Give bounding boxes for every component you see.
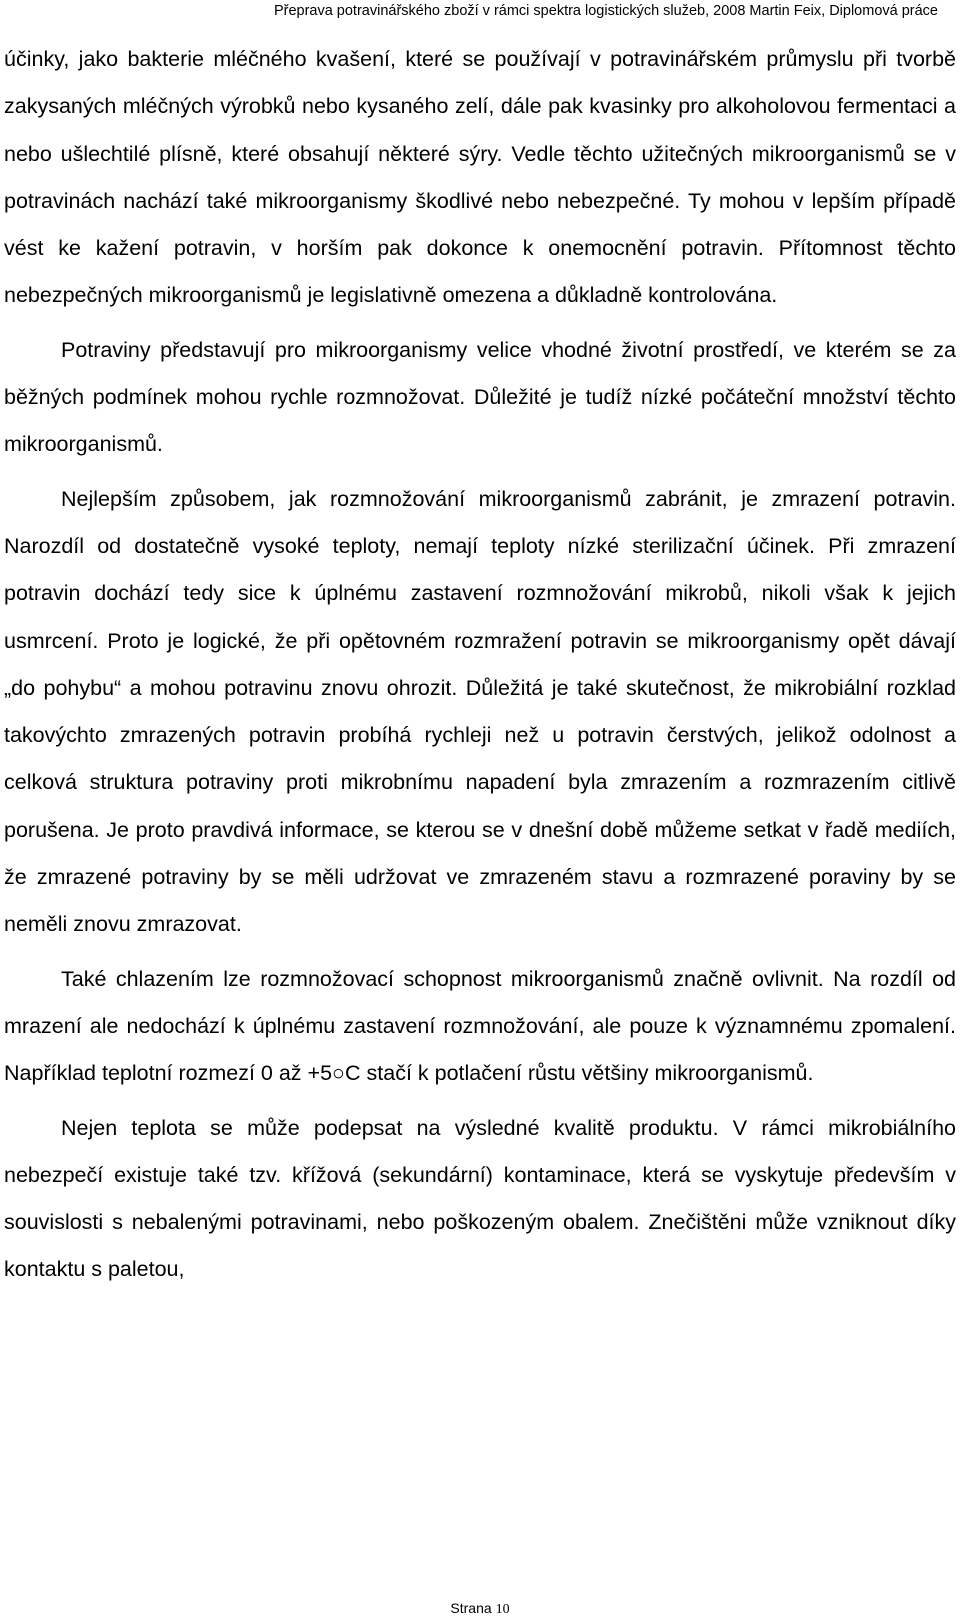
paragraph-4: Také chlazením lze rozmnožovací schopnost mikroorganismů značně ovlivnit. Na rozdíl od mrazení ale nedochází k úplnému zastavení rozmnožování, ale pouze k významnému zpomalení. Například teplotní rozmezí 0 až +5○C stačí k potlačení růstu většiny mikroorganismů. <box>4 966 956 1086</box>
page-number-value: 10 <box>495 1602 510 1617</box>
paragraph-5: Nejen teplota se může podepsat na výsledné kvalitě produktu. V rámci mikrobiálního nebezpečí existuje také tzv. křížová (sekundární) kontaminace, která se vyskytuje především v souvislosti s nebalenými potravinami, nebo poškozeným obalem. Znečištěni může vzniknout díky kontaktu s paletou, <box>4 1115 956 1282</box>
running-header: Přeprava potravinářského zboží v rámci spektra logistických služeb, 2008 Martin Feix, Diplomová práce <box>273 3 938 19</box>
paragraph-2: Potraviny představují pro mikroorganismy velice vhodné životní prostředí, ve kterém se za běžných podmínek mohou rychle rozmnožovat. Důležité je tudíž nízké počáteční množství těchto mikroorganismů. <box>4 337 956 457</box>
body-text <box>4 36 956 1294</box>
paragraph-3: Nejlepším způsobem, jak rozmnožování mikroorganismů zabránit, je zmrazení potravin. Narozdíl od dostatečně vysoké teploty, nemají teploty nízké sterilizační účinek. Při zmrazení potravin dochází tedy sice k úplnému zastavení rozmnožování mikrobů, nikoli však k jejich usmrcení. Proto je logické, že při opětovném rozmražení potravin se mikroorganismy opět dávají „do pohybu“ a mohou potravinu znovu ohrozit. Důležitá je také skutečnost, že mikrobiální rozklad takovýchto zmrazených potravin probíhá rychleji než u potravin čerstvých, jelikož odolnost a celková struktura potraviny proti mikrobnímu napadení byla zmrazením a rozmrazením citlivě porušena. Je proto pravdivá informace, se kterou se v dnešní době můžeme setkat v řadě mediích, že zmrazené potraviny by se měli udržovat ve zmrazeném stavu a rozmrazené poraviny by se neměli znovu zmrazovat. <box>4 486 956 937</box>
page-number-label: Strana <box>450 1600 492 1616</box>
page-number <box>0 1599 960 1619</box>
paragraph-1: účinky, jako bakterie mléčného kvašení, které se používají v potravinářském průmyslu při tvorbě zakysaných mléčných výrobků nebo kysaného zelí, dále pak kvasinky pro alkoholovou fermentaci a nebo ušlechtilé plísně, které obsahují některé sýry. Vedle těchto užitečných mikroorganismů se v potravinách nachází také mikroorganismy škodlivé nebo nebezpečné. Ty mohou v lepším případě vést ke kažení potravin, v horším pak dokonce k onemocnění potravin. Přítomnost těchto nebezpečných mikroorganismů je legislativně omezena a důkladně kontrolována. <box>4 47 956 308</box>
